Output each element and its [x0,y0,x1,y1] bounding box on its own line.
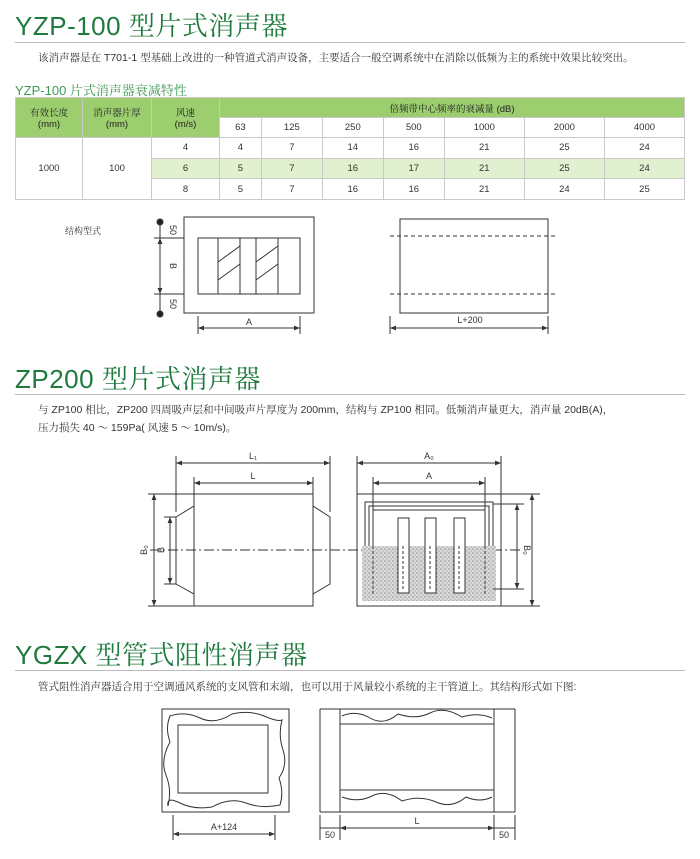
dim-label: L [414,816,420,826]
section-title-zp: ZP200 型片式消声器 [15,364,261,394]
header-freq-group: 倍频带中心频率的衰减量 (dB) [220,98,685,118]
cell-value: 25 [604,179,684,200]
dim-label: A [425,471,433,481]
cell-value: 16 [383,179,444,200]
zp-description-line2: 压力损失 40 ～ 159Pa( 风速 5 ～ 10m/s)。 [38,422,237,434]
cell-speed: 4 [152,138,220,159]
cell-thickness: 100 [83,138,152,200]
section-title-yzp: YZP-100 型片式消声器 [15,11,288,41]
zp-cross-section-drawing [357,456,540,606]
dim-label: L₁ [248,451,258,461]
header-freq: 63 [220,118,262,138]
dim-label: B [168,262,178,270]
cell-value: 16 [322,179,383,200]
table-title: YZP-100 片式消声器衰减特性 [15,83,187,98]
header-length: 有效长度 (mm) [16,98,83,138]
cell-speed: 6 [152,158,220,179]
cell-value: 21 [444,158,524,179]
dim-label: 50 [324,830,336,840]
cell-value: 7 [261,138,322,159]
dim-label: A [245,317,253,327]
ygzx-description: 管式阻性消声器适合用于空调通风系统的支风管和末端，也可以用于风量较小系统的主干管道上。其结构形式如下图: [38,681,577,693]
section-title-ygzx: YGZX 型管式阻性消声器 [15,640,308,670]
cell-value: 24 [604,158,684,179]
dim-label: 50 [168,224,178,236]
header-speed: 风速 (m/s) [152,98,220,138]
header-freq: 125 [261,118,322,138]
cell-value: 21 [444,179,524,200]
cell-value: 24 [524,179,604,200]
cell-value: 24 [604,138,684,159]
cell-value: 5 [220,179,262,200]
cell-value: 7 [261,158,322,179]
cell-value: 25 [524,158,604,179]
yzp-description: 该消声器是在 T701-1 型基础上改进的一种管道式消声设备，主要适合一般空调系统中在消除以低频为主的系统中效果比较突出。 [38,52,634,64]
dim-label: 50 [498,830,510,840]
header-freq: 4000 [604,118,684,138]
header-freq: 250 [322,118,383,138]
dim-label: B₀ [522,545,532,555]
header-freq: 1000 [444,118,524,138]
cell-value: 25 [524,138,604,159]
ygzx-cross-section-drawing [162,709,289,840]
dim-label: B [156,546,166,554]
cell-value: 7 [261,179,322,200]
dim-label: L [250,471,256,481]
dim-label: A+124 [210,822,238,832]
header-freq: 500 [383,118,444,138]
cell-speed: 8 [152,179,220,200]
cell-value: 16 [322,158,383,179]
dim-label: L+200 [457,315,483,325]
cell-value: 16 [383,138,444,159]
cell-value: 17 [383,158,444,179]
structure-label: 结构型式 [65,226,102,236]
cell-value: 21 [444,138,524,159]
header-freq: 2000 [524,118,604,138]
cell-value: 4 [220,138,262,159]
cell-length: 1000 [16,138,83,200]
zp-description-line1: 与 ZP100 相比，ZP200 四周吸声层和中间吸声片厚度为 200mm，结构与 ZP100 相同。低频消声量更大，消声量 20dB(A)， [38,404,614,416]
dim-label: A₀ [424,451,434,461]
dim-label: 50 [168,298,178,310]
cell-value: 5 [220,158,262,179]
cell-value: 14 [322,138,383,159]
dim-label: B₀ [139,545,149,555]
header-thickness: 消声器片厚 (mm) [83,98,152,138]
